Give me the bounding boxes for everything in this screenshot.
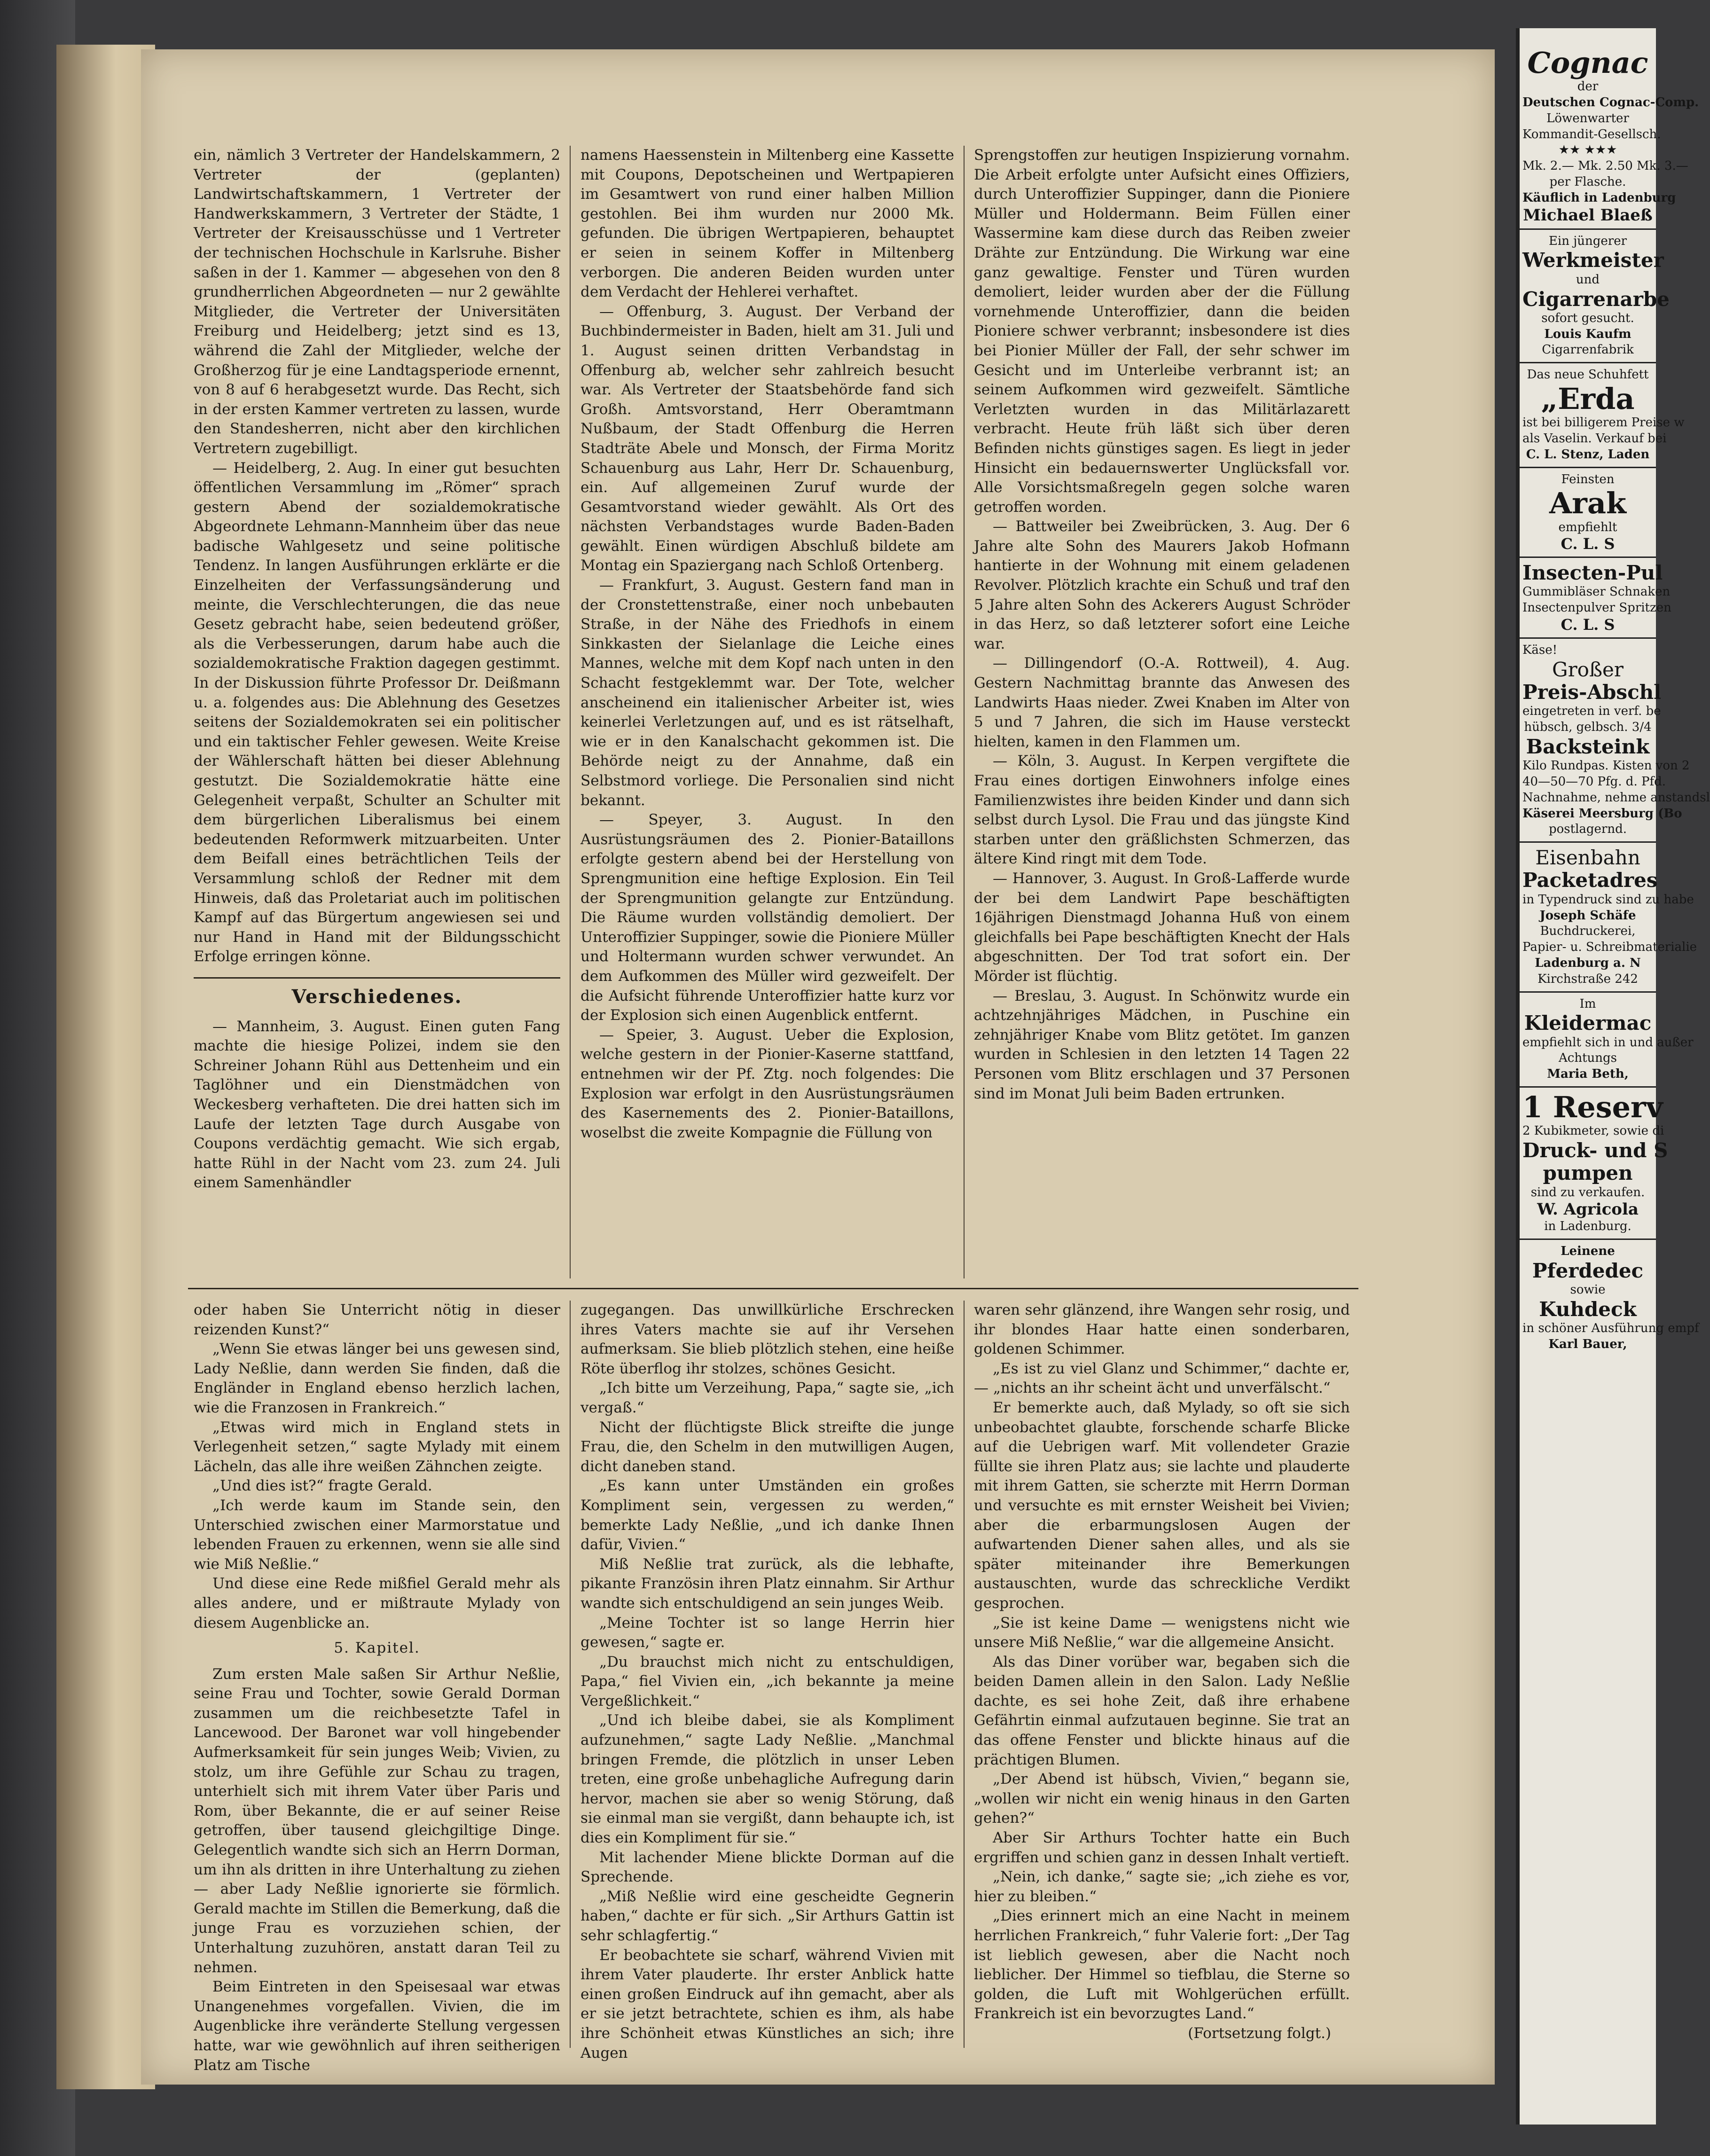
article-battweiler: — Battweiler bei Zweibrücken, 3. Aug. Der 6 Jahre alte Sohn des Maurers Jakob Hofmann hantierte in der Wohnung mit einem geladenen Revolver. Plötzlich krachte ein Schuß und traf den 5 Jahre alten Sohn des Ackerers August Schröder in das Herz, so daß letzterer sofort eine Leiche war. <box>974 518 1350 652</box>
ad-text: Achtungs <box>1558 1051 1617 1066</box>
ad-text: 40—50—70 Pfg. d. Pfd. <box>1522 774 1666 789</box>
novel-paragraph: Als das Diner vorüber war, begaben sich die beiden Damen allein in den Salon. Lady Neßlie dachte, es sei hohe Zeit, daß ihre erhabene Gefährtin einmal aufzutauen beginne. Sie trat an das offene Fenster und blickte hinaus auf die prächtigen Blumen. <box>974 1653 1350 1768</box>
ad-eisenbahn <box>1520 843 1697 992</box>
ad-headline: Werkmeister <box>1522 249 1664 272</box>
novel-paragraph: „Etwas wird mich in England stets in Verlegenheit setzen,“ sagte Mylady mit einem Lächeln, das alle ihre weißen Zähnchen zeigte. <box>194 1419 560 1475</box>
novel-paragraph: zugegangen. Das unwillkürliche Erschrecken ihres Vaters machte sie auf ihr Versehen aufmerksam. Sie blieb plötzlich stehen, eine heiße Röte überflog ihr stolzes, schönes Gesicht. <box>580 1301 954 1377</box>
article-speyer: — Speyer, 3. August. In den Ausrüstungsräumen des 2. Pionier-Bataillons erfolgte gestern abend bei der Herstellung von Sprengmunition eine heftige Explosion. Ein Teil der Sprengmunition gelangte zur Entzündung. Die Räume wurden vollständig demoliert. Der Unteroffizier Suppinger, sowie die Pioniere Müller und Holtermann wurden schwer verwundet. An dem Aufkommen des Müller wird gezweifelt. Der die Aufsicht führende Unteroffizier hatte kurz vor der Explosion sich einen Augenblick entfernt. <box>580 811 954 1024</box>
novel-paragraph: „Nein, ich danke,“ sagte sie; „ich ziehe es vor, hier zu bleiben.“ <box>974 1868 1350 1905</box>
ad-headline: Cigarrenarbe <box>1522 287 1670 311</box>
ad-text: Leinene <box>1561 1244 1615 1259</box>
ad-text: in schöner Ausführung empf <box>1522 1321 1699 1336</box>
ad-vendor: W. Agricola <box>1537 1200 1639 1219</box>
column-divider <box>570 146 571 1278</box>
article-dillingendorf: — Dillingendorf (O.-A. Rottweil), 4. Aug. Gestern Nachmittag brannte das Anwesen des Landwirts Haas nieder. Zwei Knaben im Alter von 5 und 7 Jahren, die sich im Hause versteckt hielten, kamen in den Flammen um. <box>974 655 1350 750</box>
top-column-2 <box>580 146 954 1143</box>
continuation-note: (Fortsetzung folgt.) <box>1188 2024 1331 2042</box>
ad-text: in Typendruck sind zu habe <box>1522 892 1694 907</box>
ad-vendor: C. L. S <box>1561 535 1615 553</box>
novel-paragraph: „Und ich bleibe dabei, sie als Kompliment aufzunehmen,“ sagte Lady Neßlie. „Manchmal bringen Fremde, die plötzlich in unser Leben treten, eine große unbehagliche Aufregung darin hervor, machen sie aber so wenig Störung, daß sie einmal man sie vergißt, dann behaupte ich, ist dies ein Kompliment für sie.“ <box>580 1712 954 1847</box>
novel-paragraph: „Miß Neßlie wird eine gescheidte Gegnerin haben,“ dachte er für sich. „Sir Arthurs Gattin ist sehr schlagfertig.“ <box>580 1888 954 1944</box>
ad-text: sind zu verkaufen. <box>1530 1185 1645 1200</box>
ad-text: Cigarrenfabrik <box>1542 343 1634 357</box>
novel-paragraph: Miß Neßlie trat zurück, als die lebhafte, pikante Französin ihren Platz einnahm. Sir Arthur wandte sich entschuldigend an sein junges Weib. <box>580 1555 954 1612</box>
novel-paragraph: „Es ist zu viel Glanz und Schimmer,“ dachte er, — „nichts an ihr scheint ächt und unverfälscht.“ <box>974 1360 1350 1397</box>
ad-vendor: Louis Kaufm <box>1544 327 1632 341</box>
bottom-column-1 <box>194 1301 560 2075</box>
ad-headline: pumpen <box>1543 1161 1633 1185</box>
ad-headline: Eisenbahn <box>1535 846 1640 870</box>
ad-pferdedecken <box>1520 1240 1699 1356</box>
novel-paragraph: „Ich werde kaum im Stande sein, den Unterschied zwischen einer Marmorstatue und lebenden Frauen zu erkennen, wenn sie alle sind wie Miß Neßlie.“ <box>194 1497 560 1573</box>
section-heading: Verschiedenes. <box>291 985 463 1008</box>
novel-paragraph: Mit lachender Miene blickte Dorman auf die Sprechende. <box>580 1849 954 1886</box>
column-divider <box>964 146 965 1278</box>
bottom-column-3 <box>974 1301 1350 2044</box>
ad-stars: ★★ ★★★ <box>1558 143 1617 157</box>
ad-text: Löwenwarter <box>1546 111 1629 125</box>
novel-paragraph: oder haben Sie Unterricht nötig in dieser reizenden Kunst?“ <box>194 1301 560 1338</box>
ad-text: Kilo Rundpas. Kisten von 2 <box>1522 759 1690 773</box>
novel-paragraph: „Du brauchst mich nicht zu entschuldigen, Papa,“ fiel Vivien ein, „ich bekannte ja meine Vergeßlichkeit.“ <box>580 1653 954 1709</box>
ad-headline: 1 Reserv <box>1522 1090 1663 1124</box>
ad-vendor: Michael Blaeß <box>1523 205 1653 225</box>
advertisement-page <box>1516 28 1710 2125</box>
article-offenburg: — Offenburg, 3. August. Der Verband der Buchbindermeister in Baden, hielt am 31. Juli und 1. August seinen dritten Verbandstag in Offenburg ab, welcher sehr zahlreich besucht war. Als Vertreter der Staatsbehörde fand sich Großh. Amtsvorstand, Herr Oberamtmann Nußbaum, der Stadt Offenburg die Herren Stadträte Abele und Monsch, der Firma Moritz Schauenburg aus Lahr, Herr Dr. Schauenburg, ein. Auf allgemeinen Zuruf wurde der Gesamtvorstand wieder gewählt. Als Ort des nächsten Verbandstages wurde Baden-Baden gewählt. Einen würdigen Abschluß bildete am Montag ein Spaziergang nach Schloß Ortenberg. <box>580 303 954 574</box>
ad-text: Kommandit-Gesellsch. <box>1522 127 1661 141</box>
ad-text: in Ladenburg. <box>1544 1219 1632 1234</box>
ad-text: Im <box>1579 996 1596 1011</box>
ad-headline: Pferdedec <box>1532 1259 1644 1283</box>
ad-text: Gummibläser Schnaken <box>1522 585 1671 599</box>
ad-headline: Kuhdeck <box>1539 1298 1637 1321</box>
ad-reservoir <box>1520 1088 1668 1240</box>
ad-text: empfiehlt sich in und außer <box>1522 1035 1694 1050</box>
ad-text: empfiehlt <box>1558 520 1617 534</box>
ad-headline: Packetadres <box>1522 869 1658 892</box>
ad-text: Feinsten <box>1561 472 1615 486</box>
novel-paragraph: Beim Eintreten in den Speisesaal war etwas Unangenehmes vorgefallen. Vivien, die im Augenblicke ihre veränderte Stellung vergessen hatte, war wie gewöhnlich auf ihren seitherigen Platz am Tische <box>194 1978 560 2074</box>
ad-vendor: Käserei Meersburg (Bo <box>1522 806 1682 821</box>
article-heidelberg: — Heidelberg, 2. Aug. In einer gut besuchten öffentlichen Versammlung im „Römer“ sprach gestern Abend der sozialdemokratische Abgeordnete Lehmann-Mannheim über das neue badische Wahlgesetz und seine politische Tendenz. In langen Ausführungen erklärte er die Einzelheiten der Verfassungsänderung und meinte, die Verschlechterungen, die das neue Gesetz gebracht habe, seien bedeutend größer, als die Verbesserungen, darum habe auch die sozialdemokratische Fraktion dagegen gestimmt. In der Diskussion führte Professor Dr. Deißmann u. a. folgendes aus: Die Ablehnung des Gesetzes seitens der Sozialdemokraten sei ein politischer und ein taktischer Fehler gewesen. Weite Kreise der Wählerschaft hätten bei dieser Ablehnung gestutzt. Die Sozialdemokratie hätte eine Gelegenheit verpaßt, Schulter an Schulter mit dem bürgerlichen Liberalismus bei einem bedeutenden Reformwerk mitzuarbeiten. Unter dem Beifall eines beträchtlichen Teils der Versammlung schloß der Redner mit dem Hinweis, daß das Proletariat auch im politischen Kampf auf das Bürgertum angewiesen sei und nur Hand in Hand mit der Bildungsschicht Erfolge erringen könne. <box>194 459 560 965</box>
top-column-3 <box>974 146 1350 1104</box>
ad-text: postlagernd. <box>1548 822 1627 837</box>
ad-vendor: C. L. Stenz, Laden <box>1526 447 1650 462</box>
novel-paragraph: „Ich bitte um Verzeihung, Papa,“ sagte sie, „ich vergaß.“ <box>580 1380 954 1416</box>
bottom-column-2 <box>580 1301 954 2063</box>
ad-text: sowie <box>1570 1283 1606 1297</box>
cognac-brand: Cognac <box>1527 46 1648 80</box>
novel-paragraph: „Und dies ist?“ fragte Gerald. <box>212 1477 432 1495</box>
ad-vendor: Karl Bauer, <box>1548 1337 1627 1352</box>
ad-prices: Mk. 2.— Mk. 2.50 Mk. 3.— <box>1522 159 1688 173</box>
article-paragraph: namens Haessenstein in Miltenberg eine Kassette mit Coupons, Depotscheinen und Wertpapieren im Gesamtwert von rund einer halben Million gestohlen. Bei ihm wurden nur 2000 Mk. gefunden. Die übrigen Wertpapieren, behauptet er seien in seinem Koffer in Miltenberg verborgen. Die anderen Beiden wurden unter dem Verdacht der Hehlerei verhaftet. <box>580 147 954 301</box>
section-rule <box>194 977 560 979</box>
novel-paragraph: Und diese eine Rede mißfiel Gerald mehr als alles andere, und er mißtraute Mylady von diesem Augenblicke an. <box>194 1575 560 1631</box>
ad-text: Papier- u. Schreibmaterialie <box>1522 940 1697 955</box>
article-paragraph: ein, nämlich 3 Vertreter der Handelskammern, 2 Vertreter der (geplanten) Landwirtschaftskammern, 1 Vertreter der Handwerkskammern, 3 Vertreter der Städte, 1 Vertreter der Kreisausschüsse und 1 Vertreter der technischen Hochschule in Karlsruhe. Bisher saßen in der 1. Kammer — abgesehen von den 8 grundherrlichen Abgeordneten — nur 2 gewählte Mitglieder, die Vertreter der Universitäten Freiburg und Heidelberg; jetzt sind es 13, während die Zahl der Mitglieder, welche der Großherzog für je eine Landtagsperiode ernennt, von 8 auf 6 herabgesetzt wurde. Das Recht, sich in der ersten Kammer vertreten zu lassen, wurde den Standesherren, nicht aber den kirchlichen Vertretern zugebilligt. <box>194 147 560 457</box>
novel-paragraph: Er bemerkte auch, daß Mylady, so oft sie sich unbeobachtet glaubte, forschende scharfe Blicke auf die Uebrigen warf. Mit vollendeter Grazie füllte sie ihren Platz aus; sie lachte und plauderte mit ihrem Gatten, sie scherzte mit Herrn Dorman und versuchte es mit ernster Weisheit bei Vivien; aber die erbarmungslosen Augen der aufwartenden Diener sahen alles, und als sie später miteinander ihre Bemerkungen austauschten, wurde das schreckliche Verdikt gesprochen. <box>974 1399 1350 1612</box>
ad-headline: Kleidermac <box>1524 1011 1652 1035</box>
ad-text: und <box>1576 272 1600 287</box>
novel-paragraph: „Wenn Sie etwas länger bei uns gewesen sind, Lady Neßlie, dann werden Sie finden, daß die Engländer in England ebenso herzlich lachen, wie die Franzosen in Frankreich.“ <box>194 1341 560 1416</box>
column-divider <box>570 1301 571 2048</box>
article-paragraph: Sprengstoffen zur heutigen Inspizierung vornahm. Die Arbeit erfolgte unter Aufsicht eines Offiziers, durch Unteroffizier Suppinger, dann die Pioniere Müller und Holdermann. Beim Füllen einer Wassermine kam diese durch das Reiben zweier Drähte zur Entzündung. Die Wirkung war eine ganz gewaltige. Fenster und Türen wurden demoliert, leider wurden aber der die Füllung vornehmende Unteroffizier, dann die beiden Pioniere schwer verbrannt; insbesondere ist dies bei Pionier Müller der Fall, der sehr schwer im Gesicht und im Unterleibe verbrannt ist; an seinem Aufkommen wird gezweifelt. Sämtliche Verletzten wurden in das Militärlazarett verbracht. Heute früh läßt sich über deren Befinden nichts günstiges sagen. Es liegt in jeder Hinsicht ein bedauernswerter Unglücksfall vor. Alle Vorsichtsmaßregeln gegen solche waren getroffen worden. <box>974 147 1350 516</box>
ad-werkmeister <box>1520 230 1670 364</box>
ad-headline: Preis-Abschl <box>1522 680 1662 704</box>
ad-erda <box>1520 363 1685 468</box>
article-hannover: — Hannover, 3. August. In Groß-Lafferde wurde der bei dem Landwirt Pape beschäftigten 16jährigen Dienstmagd Johanna Huß von einem gleichfalls bei Pape beschäftigten Knecht der Hals abgeschnitten. Der Tod trat sofort ein. Der Mörder ist flüchtig. <box>974 870 1350 985</box>
ad-text: Ein jüngerer <box>1548 234 1627 248</box>
novel-paragraph: Nicht der flüchtigste Blick streifte die junge Frau, die, den Schelm in den mutwilligen Augen, dicht daneben stand. <box>580 1419 954 1475</box>
ad-headline: „Erda <box>1541 382 1635 416</box>
ad-text: per Flasche. <box>1549 174 1626 189</box>
ad-text: eingetreten in verf. be <box>1522 704 1661 719</box>
article-koeln: — Köln, 3. August. In Kerpen vergiftete die Frau eines dortigen Einwohners infolge eines Familienzwistes ihre beiden Kinder und dann sich selbst durch Lysol. Die Frau und das jüngste Kind starben unter den gräßlichsten Schmerzen, das ältere Kind ringt mit dem Tode. <box>974 753 1350 868</box>
ad-text: Käuflich in Ladenburg <box>1522 190 1676 205</box>
novel-paragraph: „Es kann unter Umständen ein großes Kompliment sein, vergessen zu werden,“ bemerkte Lady Neßlie, „und ich danke Ihnen dafür, Vivien.“ <box>580 1477 954 1553</box>
ad-text: hübsch, gelbsch. 3/4 <box>1524 720 1652 735</box>
novel-paragraph: „Dies erinnert mich an eine Nacht in meinem herrlichen Frankreich,“ fuhr Valerie fort: „Der Tag ist lieblich gewesen, aber die Nacht noch lieblicher. Der Himmel so tiefblau, die Sterne so golden, die Luft mit Wohlgerüchen erfüllt. Frankreich ist ein bevorzugtes Land.“ <box>974 1907 1350 2023</box>
ad-text: Großer <box>1552 658 1624 681</box>
ad-headline: Druck- und S <box>1522 1138 1668 1162</box>
ad-text: ist bei billigerem Preise w <box>1522 416 1685 430</box>
ad-headline: Arak <box>1549 486 1626 521</box>
ad-headline: Backsteink <box>1526 735 1650 758</box>
ad-vendor: Joseph Schäfe <box>1539 908 1636 923</box>
ad-backsteinkaese <box>1520 639 1710 843</box>
feuilleton-rule <box>188 1288 1358 1289</box>
article-breslau: — Breslau, 3. August. In Schönwitz wurde ein achtzehnjähriges Mädchen, in Puschine ein zehnjähriger Knabe vom Blitz getötet. Im ganzen wurden in Schlesien in den letzten 14 Tagen 22 Personen vom Blitz erschlagen und 37 Personen sind im Monat Juli beim Baden ertrunken. <box>974 987 1350 1102</box>
ad-arak <box>1520 468 1656 558</box>
article-mannheim: — Mannheim, 3. August. Einen guten Fang machte die hiesige Polizei, indem sie den Schreiner Johann Rühl aus Dettenheim und ein Taglöhner und ein Dienstmädchen von Weckesberg verhafteten. Die drei hatten sich im Laufe der letzten Tage durch Ausgabe von Coupons verdächtig gemacht. Wie sich ergab, hatte Rühl in der Nacht vom 23. zum 24. Juli einem Samenhändler <box>194 1018 560 1192</box>
ad-text: Deutschen Cognac-Comp. <box>1522 95 1699 110</box>
novel-paragraph: „Sie ist keine Dame — wenigstens nicht wie unsere Miß Neßlie,“ war die allgemeine Ansicht. <box>974 1614 1350 1651</box>
ad-text: 2 Kubikmeter, sowie di <box>1522 1124 1664 1138</box>
article-speier: — Speier, 3. August. Ueber die Explosion, welche gestern in der Pionier-Kaserne stattfand, entnehmen wir der Pf. Ztg. noch folgendes: Die Explosion war erfolgt in den Ausrüstungsräumen des Kasernements des 2. Pionier-Bataillons, woselbst die zweite Kompagnie die Füllung von <box>580 1026 954 1141</box>
page-edges <box>56 45 155 2089</box>
ad-cognac <box>1520 28 1699 230</box>
chapter-title: 5. Kapitel. <box>334 1639 420 1657</box>
newspaper-page <box>141 49 1495 2085</box>
ad-text: Kirchstraße 242 <box>1537 972 1638 986</box>
ad-text: Buchdruckerei, <box>1540 924 1636 939</box>
novel-paragraph: „Der Abend ist hübsch, Vivien,“ begann sie, „wollen wir nicht ein wenig hinaus in den Garten gehen?“ <box>974 1771 1350 1827</box>
ad-headline: Insecten-Pul <box>1522 561 1663 585</box>
novel-paragraph: „Meine Tochter ist so lange Herrin hier gewesen,“ sagte er. <box>580 1614 954 1651</box>
ad-text: Käse! <box>1522 643 1558 657</box>
column-divider <box>964 1301 965 2048</box>
ad-vendor: C. L. S <box>1561 616 1615 634</box>
ad-text: als Vaselin. Verkauf bei <box>1522 431 1667 446</box>
novel-paragraph: Zum ersten Male saßen Sir Arthur Neßlie, seine Frau und Tochter, sowie Gerald Dorman zusammen um die reichbesetzte Tafel in Lancewood. Der Baronet war voll hingebender Aufmerksamkeit für sein junges Weib; Vivien, zu stolz, um ihre Gefühle zur Schau zu tragen, unterhielt sich mit ihrem Vater über Paris und Rom, über Bekannte, die er auf seiner Reise getroffen, über tausend gleichgiltige Dinge. Gelegentlich wandte sich sich an Herrn Dorman, um ihn als dritten in ihre Unterhaltung zu ziehen — aber Lady Neßlie ignorierte sie förmlich. Gerald machte im Stillen die Bemerkung, daß die junge Frau es vorzuziehen schien, der Unterhaltung zuzuhören, anstatt daran Teil zu nehmen. <box>194 1665 560 1976</box>
ad-insectenpulver <box>1520 558 1671 639</box>
ad-text: Insectenpulver Spritzen <box>1522 601 1671 615</box>
ad-text: der <box>1577 79 1599 94</box>
article-frankfurt: — Frankfurt, 3. August. Gestern fand man in der Cronstettenstraße, einer noch unbebauten Straße, in der Nähe des Friedhofs in einem Sinkkasten der Sielanlage die Leiche eines Mannes, welche mit dem Kopf nach unten in den Schacht festgeklemmt war. Der Tote, welcher anscheinend ein italienischer Arbeiter ist, wies keinerlei Verletzungen auf, und es ist rätselhaft, wie er in den Kanalschacht gekommen ist. Die Behörde neigt zu der Annahme, daß ein Selbstmord vorliege. Die Personalien sind nicht bekannt. <box>580 577 954 809</box>
top-column-1 <box>194 146 560 1193</box>
novel-paragraph: waren sehr glänzend, ihre Wangen sehr rosig, und ihr blondes Haar hatte einen sonderbaren, goldenen Schimmer. <box>974 1301 1350 1358</box>
ad-text: sofort gesucht. <box>1541 311 1634 325</box>
ad-text: Nachnahme, nehme anstandsl <box>1522 790 1710 805</box>
novel-paragraph: Er beobachtete sie scharf, während Vivien mit ihrem Vater plauderte. Ihr erster Anblick hatte einen großen Eindruck auf ihn gemacht, aber als er sie jetzt betrachtete, schien es ihm, als habe ihre Schönheit etwas Künstliches an sich; ihre Augen <box>580 1946 954 2062</box>
novel-paragraph: Aber Sir Arthurs Tochter hatte ein Buch ergriffen und schien ganz in dessen Inhalt vertieft. <box>974 1829 1350 1866</box>
ad-kleidermacherin <box>1520 993 1694 1088</box>
ad-vendor: Maria Beth, <box>1547 1067 1629 1082</box>
ad-text: Das neue Schuhfett <box>1527 368 1649 382</box>
ad-text: Ladenburg a. N <box>1535 956 1641 970</box>
